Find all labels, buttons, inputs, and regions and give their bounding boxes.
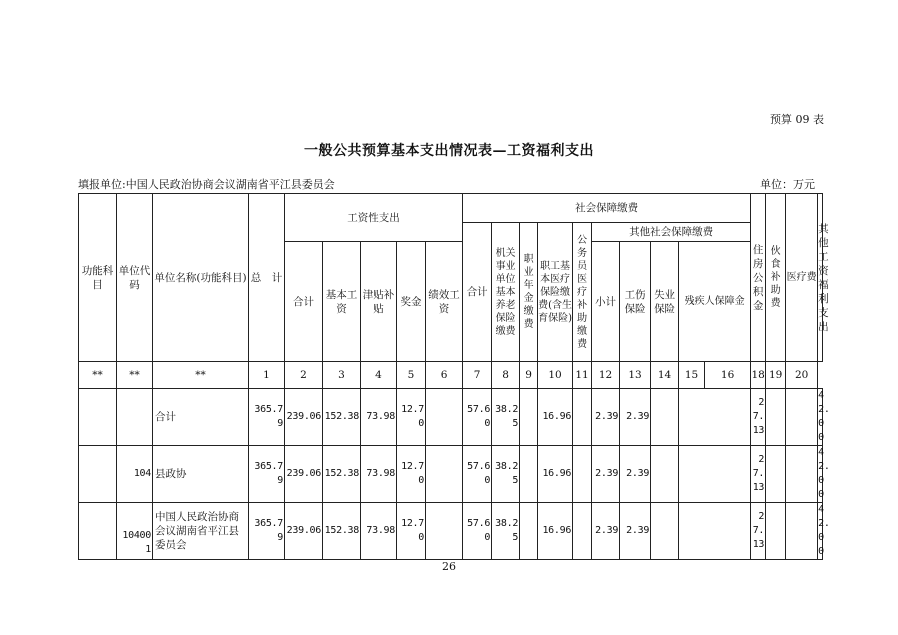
value-cell <box>426 389 463 446</box>
group-social: 社会保障缴费 <box>463 194 751 223</box>
col-medical-fee: 医疗费 <box>786 194 818 362</box>
table-row <box>79 446 823 503</box>
col-pension: 机关事业单位基本养老保险缴费 <box>492 223 520 362</box>
value-cell <box>786 389 818 446</box>
col-func: 功能科目 <box>79 194 117 362</box>
col-civil-medical: 公务员医疗补助缴费 <box>573 223 592 362</box>
value-cell: 16.96 <box>538 446 573 503</box>
col-meal: 伙食补助费 <box>766 194 786 362</box>
index-row <box>79 362 823 389</box>
code-cell: 104001 <box>117 503 153 560</box>
col-unemployment: 失业保险 <box>651 242 679 362</box>
value-cell: 2.39 <box>592 389 620 446</box>
col-other-welfare: 其他工资福利支出 <box>818 194 823 362</box>
value-cell: 12.70 <box>397 503 426 560</box>
index-cell: 20 <box>786 362 818 389</box>
col-housing: 住房公积金 <box>751 194 766 362</box>
value-cell: 2.39 <box>592 503 620 560</box>
value-cell: 38.25 <box>492 446 520 503</box>
value-cell <box>520 446 538 503</box>
value-cell <box>426 446 463 503</box>
value-cell: 239.06 <box>285 446 323 503</box>
index-cell: ** <box>153 362 249 389</box>
value-cell: 152.38 <box>323 389 361 446</box>
index-cell: 14 <box>651 362 679 389</box>
value-cell <box>651 446 679 503</box>
value-cell: 27.13 <box>751 503 766 560</box>
value-cell: 73.98 <box>361 446 397 503</box>
value-cell: 27.13 <box>751 389 766 446</box>
value-cell <box>786 446 818 503</box>
value-cell: 12.70 <box>397 389 426 446</box>
index-cell: 11 <box>573 362 592 389</box>
value-cell <box>651 503 679 560</box>
col-soc-sum: 合计 <box>463 223 492 362</box>
col-medical: 职工基本医疗保险缴费(含生育保险) <box>538 223 573 362</box>
table-row <box>79 389 823 446</box>
value-cell <box>766 446 786 503</box>
index-cell: 4 <box>361 362 397 389</box>
value-cell: 57.60 <box>463 503 492 560</box>
value-cell: 152.38 <box>323 503 361 560</box>
col-unit-name: 单位名称(功能科目) <box>153 194 249 362</box>
index-cell: 18 <box>751 362 766 389</box>
table-row <box>79 503 823 560</box>
name-cell: 县政协 <box>153 446 249 503</box>
index-cell: 5 <box>397 362 426 389</box>
value-cell <box>520 389 538 446</box>
value-cell: 57.60 <box>463 389 492 446</box>
col-sal-sum: 合计 <box>285 242 323 362</box>
value-cell <box>766 503 786 560</box>
index-cell: 13 <box>620 362 651 389</box>
value-cell: 365.79 <box>249 446 285 503</box>
value-cell: 16.96 <box>538 389 573 446</box>
value-cell: 38.25 <box>492 389 520 446</box>
name-cell: 中国人民政治协商会议湖南省平江县委员会 <box>153 503 249 560</box>
value-cell: 239.06 <box>285 503 323 560</box>
group-other-social: 其他社会保障缴费 <box>592 223 751 242</box>
filling-unit: 填报单位:中国人民政治协商会议湖南省平江县委员会 <box>78 178 335 191</box>
func-cell <box>79 446 117 503</box>
value-cell <box>679 389 751 446</box>
value-cell <box>573 389 592 446</box>
index-cell: 9 <box>520 362 538 389</box>
value-cell <box>426 503 463 560</box>
col-disability: 残疾人保障金 <box>679 242 751 362</box>
value-cell: 2.39 <box>620 503 651 560</box>
func-cell <box>79 389 117 446</box>
value-cell: 57.60 <box>463 446 492 503</box>
code-cell: 104 <box>117 446 153 503</box>
value-cell: 12.70 <box>397 446 426 503</box>
value-cell <box>766 389 786 446</box>
code-cell <box>117 389 153 446</box>
value-cell: 42.00 <box>818 446 823 503</box>
value-cell: 73.98 <box>361 389 397 446</box>
value-cell: 152.38 <box>323 446 361 503</box>
value-cell <box>573 503 592 560</box>
index-cell: 1 <box>249 362 285 389</box>
col-injury: 工伤保险 <box>620 242 651 362</box>
currency-unit: 单位：万元 <box>760 178 815 191</box>
group-salary: 工资性支出 <box>285 194 463 242</box>
col-unit-code: 单位代码 <box>117 194 153 362</box>
page-number: 26 <box>442 560 456 573</box>
value-cell <box>679 446 751 503</box>
index-cell: 12 <box>592 362 620 389</box>
value-cell: 365.79 <box>249 389 285 446</box>
form-number: 预算 09 表 <box>770 113 824 126</box>
index-cell: 6 <box>426 362 463 389</box>
func-cell <box>79 503 117 560</box>
value-cell: 2.39 <box>620 389 651 446</box>
value-cell <box>786 503 818 560</box>
index-cell: 10 <box>538 362 573 389</box>
index-cell: 2 <box>285 362 323 389</box>
index-cell: 8 <box>492 362 520 389</box>
value-cell: 239.06 <box>285 389 323 446</box>
value-cell: 2.39 <box>620 446 651 503</box>
index-cell: ** <box>79 362 117 389</box>
value-cell: 2.39 <box>592 446 620 503</box>
value-cell: 27.13 <box>751 446 766 503</box>
col-allowance: 津贴补贴 <box>361 242 397 362</box>
value-cell <box>520 503 538 560</box>
value-cell: 73.98 <box>361 503 397 560</box>
value-cell: 38.25 <box>492 503 520 560</box>
col-perf-salary: 绩效工资 <box>426 242 463 362</box>
col-basic-salary: 基本工资 <box>323 242 361 362</box>
index-cell: 19 <box>766 362 786 389</box>
index-cell: 16 <box>705 362 751 389</box>
col-other-sub: 小计 <box>592 242 620 362</box>
value-cell <box>573 446 592 503</box>
index-cell: 7 <box>463 362 492 389</box>
value-cell <box>679 503 751 560</box>
value-cell: 42.00 <box>818 389 823 446</box>
index-cell: 3 <box>323 362 361 389</box>
index-cell: ** <box>117 362 153 389</box>
col-total: 总 计 <box>249 194 285 362</box>
value-cell: 365.79 <box>249 503 285 560</box>
col-annuity: 职业年金缴费 <box>520 223 538 362</box>
value-cell: 16.96 <box>538 503 573 560</box>
name-cell: 合计 <box>153 389 249 446</box>
col-bonus: 奖金 <box>397 242 426 362</box>
welfare-expenditure-table <box>78 193 830 560</box>
value-cell: 42.00 <box>818 503 823 560</box>
index-cell: 15 <box>679 362 705 389</box>
value-cell <box>651 389 679 446</box>
page-title: 一般公共预算基本支出情况表—工资福利支出 <box>304 143 594 159</box>
